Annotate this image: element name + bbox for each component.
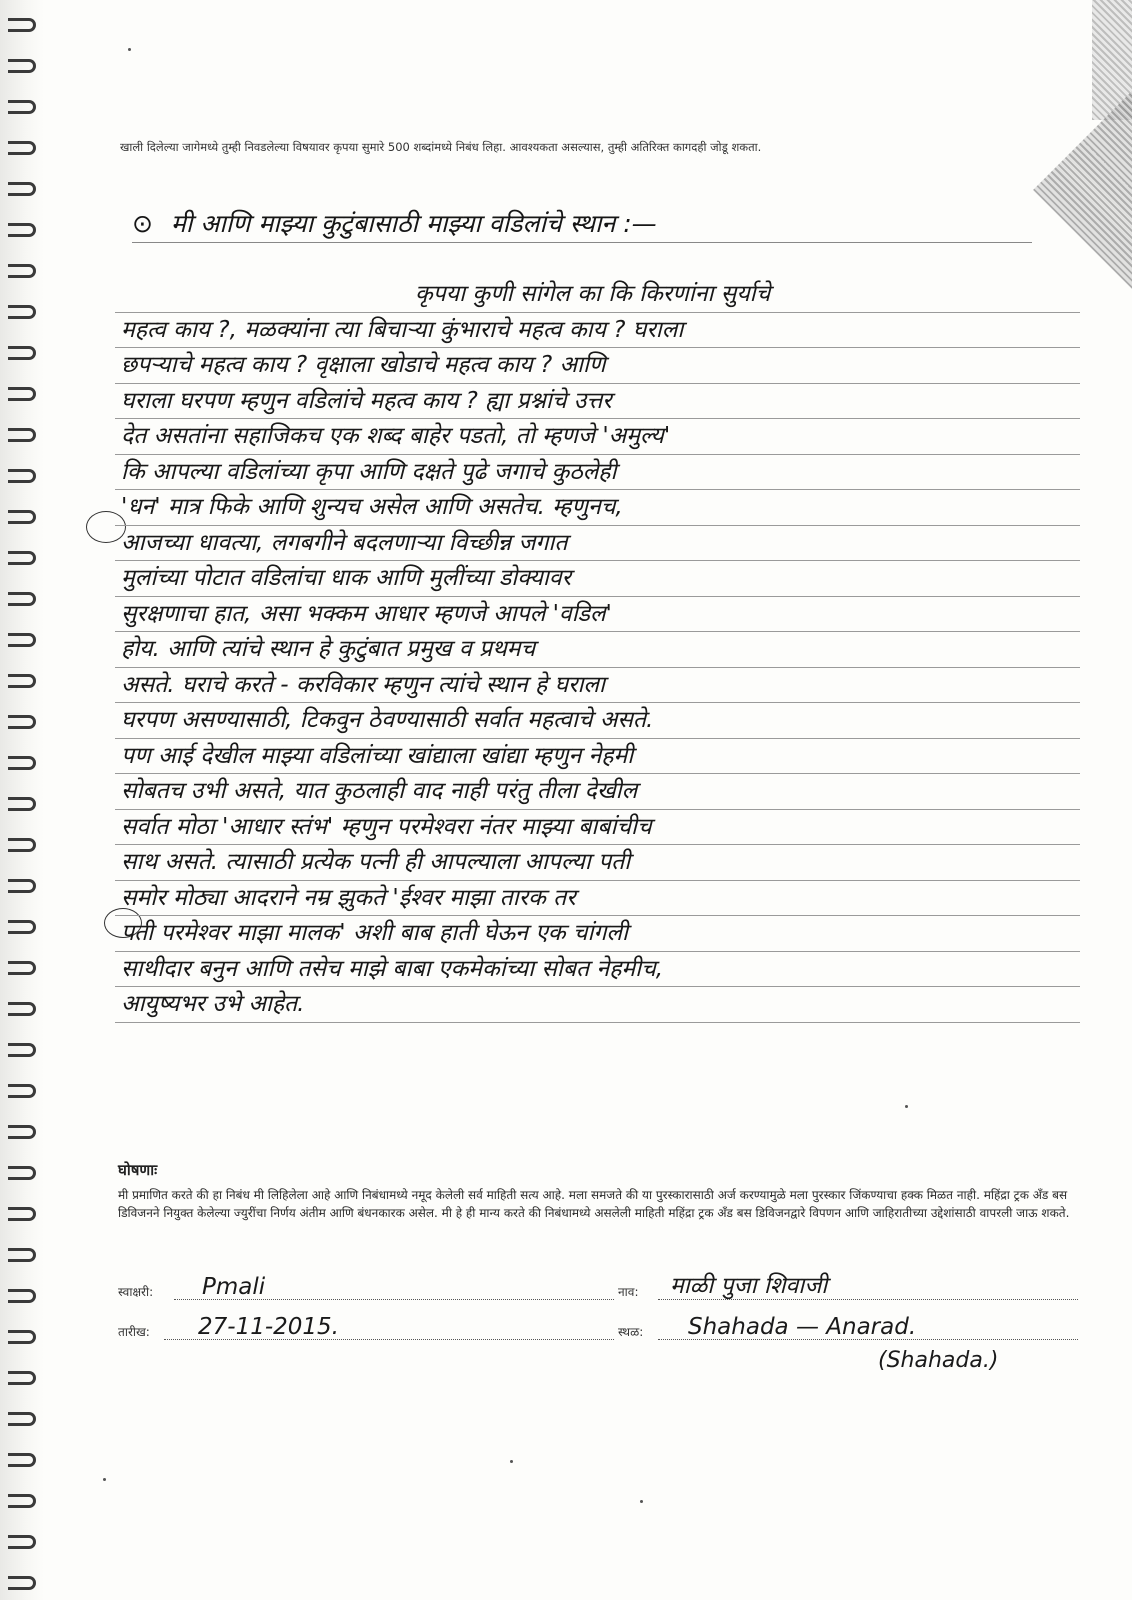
spiral-ring: [8, 1494, 36, 1508]
spiral-ring: [8, 182, 36, 196]
spiral-ring: [8, 551, 36, 565]
essay-line: घरपण असण्यासाठी, टिकवुन ठेवण्यासाठी सर्वात महत्वाचे असते.: [115, 703, 1080, 739]
spiral-ring: [8, 1535, 36, 1549]
spiral-ring: [8, 59, 36, 73]
spiral-ring: [8, 387, 36, 401]
essay-line: होय. आणि त्यांचे स्थान हे कुटुंबात प्रमुख व प्रथमच: [115, 632, 1080, 668]
signature-value: Pmali: [202, 1274, 266, 1300]
spiral-ring: [8, 961, 36, 975]
essay-line: साथ असते. त्यासाठी प्रत्येक पत्नी ही आपल्याला आपल्या पती: [115, 845, 1080, 881]
scan-speck: [103, 1478, 106, 1481]
spiral-ring: [8, 1412, 36, 1426]
spiral-ring: [8, 1166, 36, 1180]
date-label: तारीख:: [118, 1325, 150, 1339]
essay-line: साथीदार बनुन आणि तसेच माझे बाबा एकमेकांच्या सोबत नेहमीच,: [115, 952, 1080, 988]
place-label: स्थळ:: [618, 1325, 644, 1339]
spiral-ring: [8, 1576, 36, 1590]
scan-artifact-corner: [1033, 91, 1132, 289]
essay-body: [115, 277, 1080, 1023]
declaration-section: [118, 1160, 1078, 1222]
essay-line: पण आई देखील माझ्या वडिलांच्या खांद्याला खांद्या म्हणुन नेहमी: [115, 739, 1080, 775]
place-value: Shahada — Anarad.: [688, 1314, 917, 1340]
spiral-ring: [8, 1207, 36, 1221]
spiral-ring: [8, 428, 36, 442]
date-value: 27-11-2015.: [198, 1314, 339, 1340]
date-place-row: [118, 1312, 1078, 1346]
spiral-ring: [8, 1289, 36, 1303]
spiral-ring: [8, 1043, 36, 1057]
signature-label: स्वाक्षरी:: [118, 1285, 154, 1299]
spiral-ring: [8, 346, 36, 360]
essay-line: पती परमेश्वर माझा मालक' अशी बाब हाती घेऊन एक चांगली: [115, 916, 1080, 952]
spiral-ring: [8, 920, 36, 934]
essay-line: कि आपल्या वडिलांच्या कृपा आणि दक्षते पुढे जगाचे कुठलेही: [115, 455, 1080, 491]
spiral-ring: [8, 469, 36, 483]
essay-line: छपऱ्याचे महत्व काय ? वृक्षाला खोडाचे महत्व काय ? आणि: [115, 348, 1080, 384]
spiral-ring: [8, 264, 36, 278]
name-label: नाव:: [618, 1285, 639, 1299]
essay-line: महत्व काय ?, मळक्यांना त्या बिचाऱ्या कुंभाराचे महत्व काय ? घराला: [115, 313, 1080, 349]
spiral-ring: [8, 797, 36, 811]
spiral-ring: [8, 715, 36, 729]
essay-line: आजच्या धावत्या, लगबगीने बदलणाऱ्या विच्छीन्न जगात: [115, 526, 1080, 562]
spiral-ring: [8, 18, 36, 32]
bullet-icon: ⊙: [132, 209, 153, 238]
spiral-ring: [8, 305, 36, 319]
spiral-ring: [8, 879, 36, 893]
spiral-ring: [8, 1002, 36, 1016]
essay-line: 'धन' मात्र फिके आणि शुन्यच असेल आणि असतेच. म्हणुनच,: [115, 490, 1080, 526]
essay-title-text: मी आणि माझ्या कुटुंबासाठी माझ्या वडिलांचे स्थान :—: [170, 209, 657, 238]
spiral-ring: [8, 510, 36, 524]
essay-line: मुलांच्या पोटात वडिलांचा धाक आणि मुलींच्या डोक्यावर: [115, 561, 1080, 597]
spiral-ring: [8, 223, 36, 237]
spiral-ring: [8, 100, 36, 114]
scan-speck: [510, 1460, 513, 1463]
spiral-ring: [8, 1371, 36, 1385]
name-value: माळी पुजा शिवाजी: [670, 1273, 828, 1299]
essay-line: घराला घरपण म्हणुन वडिलांचे महत्व काय ? ह्या प्रश्नांचे उत्तर: [115, 384, 1080, 420]
spiral-ring: [8, 141, 36, 155]
essay-title: [132, 206, 1032, 243]
signature-name-row: [118, 1272, 1078, 1306]
essay-line: देत असतांना सहाजिकच एक शब्द बाहेर पडतो, तो म्हणजे 'अमुल्य': [115, 419, 1080, 455]
essay-line: असते. घराचे करते - करविकार म्हणुन त्यांचे स्थान हे घराला: [115, 668, 1080, 704]
spiral-ring: [8, 838, 36, 852]
instruction-text: खाली दिलेल्या जागेमध्ये तुम्ही निवडलेल्या विषयावर कृपया सुमारे 500 शब्दांमध्ये निबंध लिहा. आवश्यकता असल्यास, तुम्ही अतिरिक्त कागदही जोडू शकता.: [120, 140, 762, 154]
spiral-ring: [8, 1248, 36, 1262]
spiral-ring: [8, 633, 36, 647]
declaration-text: मी प्रमाणित करते की हा निबंध मी लिहिलेला आहे आणि निबंधामध्ये नमूद केलेली सर्व माहिती सत्य आहे. मला समजते की या पुरस्कारासाठी अर्ज करण्यामुळे मला पुरस्कार जिंकण्याचा हक्क मिळत नाही. महिंद्रा ट्रक अँड बस डिविजनने नियुक्त केलेल्या ज्युरींचा निर्णय अंतीम आणि बंधनकारक असेल. मी हे ही मान्य करते की निबंधामध्ये असलेली माहिती महिंद्रा ट्रक अँड बस डिविजनद्वारे विपणन आणि जाहिरातीच्या उद्देशांसाठी वापरली जाऊ शकते.: [118, 1188, 1070, 1220]
essay-line: सुरक्षणाचा हात, असा भक्कम आधार म्हणजे आपले 'वडिल': [115, 597, 1080, 633]
scan-speck: [640, 1500, 643, 1503]
scan-speck: [905, 1105, 908, 1108]
spiral-ring: [8, 1330, 36, 1344]
essay-line: आयुष्यभर उभे आहेत.: [115, 987, 1080, 1023]
spiral-ring: [8, 1125, 36, 1139]
scan-speck: [128, 48, 131, 51]
place-note: (Shahada.): [878, 1348, 999, 1373]
declaration-heading: घोषणाः: [118, 1161, 158, 1179]
spiral-ring: [8, 1084, 36, 1098]
essay-line: कृपया कुणी सांगेल का कि किरणांना सुर्याचे: [115, 277, 1080, 313]
essay-line: समोर मोठ्या आदराने नम्र झुकते 'ईश्वर माझा तारक तर: [115, 881, 1080, 917]
essay-line: सर्वात मोठा 'आधार स्तंभ' म्हणुन परमेश्वरा नंतर माझ्या बाबांचीच: [115, 810, 1080, 846]
spiral-binding: [0, 0, 44, 1600]
spiral-ring: [8, 1453, 36, 1467]
spiral-ring: [8, 592, 36, 606]
essay-line: सोबतच उभी असते, यात कुठलाही वाद नाही परंतु तीला देखील: [115, 774, 1080, 810]
spiral-ring: [8, 674, 36, 688]
spiral-ring: [8, 756, 36, 770]
